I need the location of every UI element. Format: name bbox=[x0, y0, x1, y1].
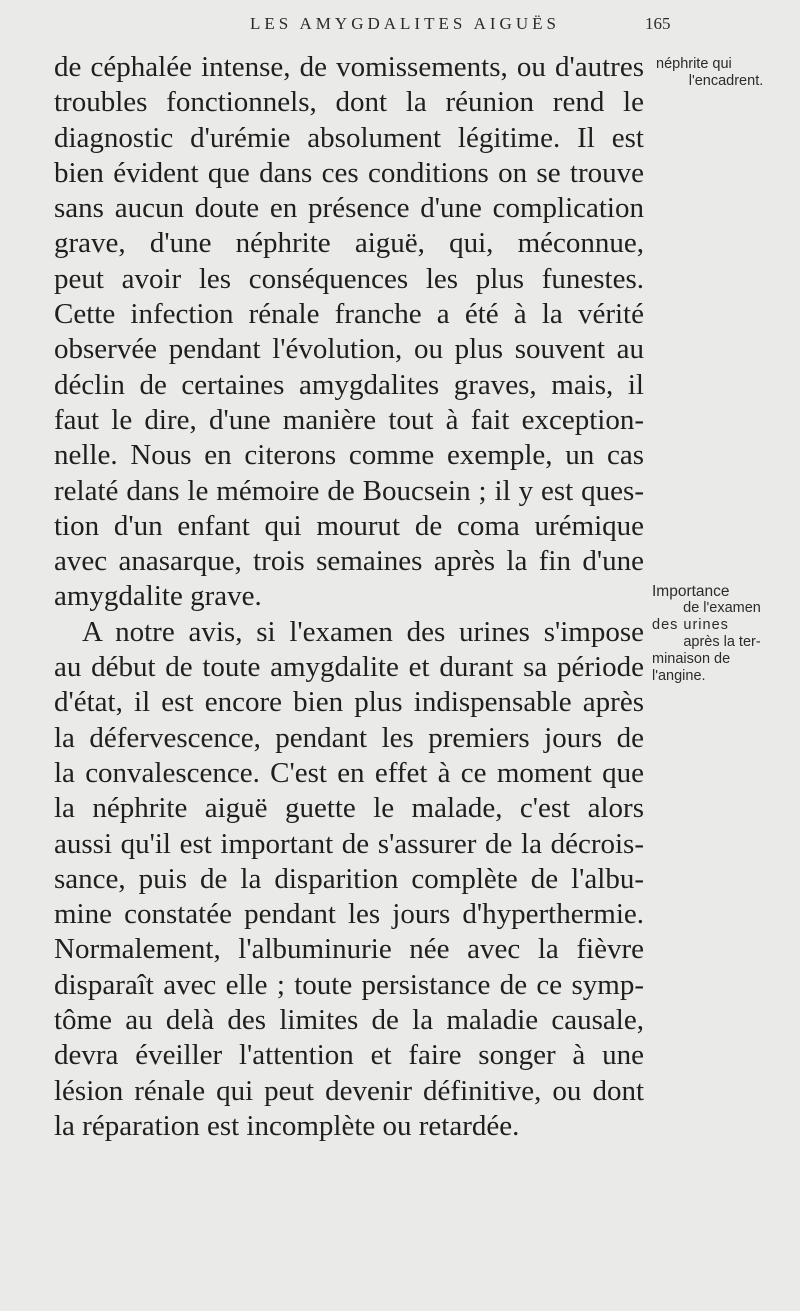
text-line: lésion rénale qui peut devenir définitive, ou dont bbox=[54, 1074, 644, 1107]
text-line: A notre avis, si l'examen des urines s'impose bbox=[82, 615, 644, 648]
text-line: la défervescence, pendant les premiers jours de bbox=[54, 721, 644, 754]
running-head-title: LES AMYGDALITES AIGUËS bbox=[250, 14, 560, 33]
text-line: peut avoir les conséquences les plus funestes. bbox=[54, 262, 644, 295]
text-line: faut le dire, d'une manière tout à fait exception- bbox=[54, 403, 644, 436]
text-line: Normalement, l'albuminurie née avec la fièvre bbox=[54, 933, 644, 966]
text-line: devra éveiller l'attention et faire songer à une bbox=[54, 1039, 644, 1072]
text-line: Cette infection rénale franche a été à la vérité bbox=[54, 298, 644, 331]
text-line: tion d'un enfant qui mourut de coma urémique bbox=[54, 509, 644, 542]
text-line: bien évident que dans ces conditions on se trouve bbox=[54, 156, 644, 189]
margin-note-line: néphrite qui bbox=[656, 56, 732, 72]
text-line: de céphalée intense, de vomissements, ou d'autres bbox=[54, 51, 644, 83]
text-line: grave, d'une néphrite aiguë, qui, méconnue, bbox=[54, 227, 644, 260]
text-line: aussi qu'il est important de s'assurer de la décrois- bbox=[54, 827, 644, 860]
text-line: disparaît avec elle ; toute persistance de ce symp- bbox=[54, 968, 644, 1001]
running-head bbox=[250, 14, 670, 34]
margin-note-line: Importance bbox=[652, 583, 730, 600]
text-line: au début de toute amygdalite et durant sa période bbox=[54, 651, 644, 684]
margin-note-line: l'angine. bbox=[652, 668, 706, 684]
margin-note bbox=[652, 583, 792, 685]
text-line: la convalescence. C'est en effet à ce moment que bbox=[54, 756, 644, 789]
margin-note-line: après la ter- bbox=[683, 634, 761, 650]
page-number: 165 bbox=[645, 14, 671, 33]
text-line: troubles fonctionnels, dont la réunion rend le bbox=[54, 86, 644, 119]
text-line: déclin de certaines amygdalites graves, mais, il bbox=[54, 368, 644, 401]
text-line: tôme au delà des limites de la maladie causale, bbox=[54, 1004, 644, 1037]
text-line: mine constatée pendant les jours d'hyperthermie. bbox=[54, 898, 644, 931]
text-line: sance, puis de la disparition complète de l'albu- bbox=[54, 862, 644, 895]
margin-note-line: l'encadrent. bbox=[688, 73, 764, 89]
margin-note bbox=[656, 56, 796, 90]
text-line: la néphrite aiguë guette le malade, c'est alors bbox=[54, 792, 644, 825]
text-line: avec anasarque, trois semaines après la fin d'une bbox=[54, 545, 644, 578]
text-line: sans aucun doute en présence d'une complication bbox=[54, 192, 644, 225]
text-line: amygdalite grave. bbox=[54, 580, 262, 613]
margin-note-line: minaison de bbox=[652, 651, 731, 667]
body-text bbox=[54, 50, 644, 1144]
text-line: diagnostic d'urémie absolument légitime. Il est bbox=[54, 121, 644, 154]
margin-note-line: des urines bbox=[652, 617, 729, 633]
text-line: relaté dans le mémoire de Boucsein ; il y est ques- bbox=[54, 474, 644, 507]
text-line: nelle. Nous en citerons comme exemple, un cas bbox=[54, 439, 644, 472]
text-line: la réparation est incomplète ou retardée. bbox=[54, 1109, 520, 1142]
margin-note-line: de l'examen bbox=[683, 600, 761, 616]
text-line: observée pendant l'évolution, ou plus souvent au bbox=[54, 333, 644, 366]
text-line: d'état, il est encore bien plus indispensable après bbox=[54, 686, 644, 719]
